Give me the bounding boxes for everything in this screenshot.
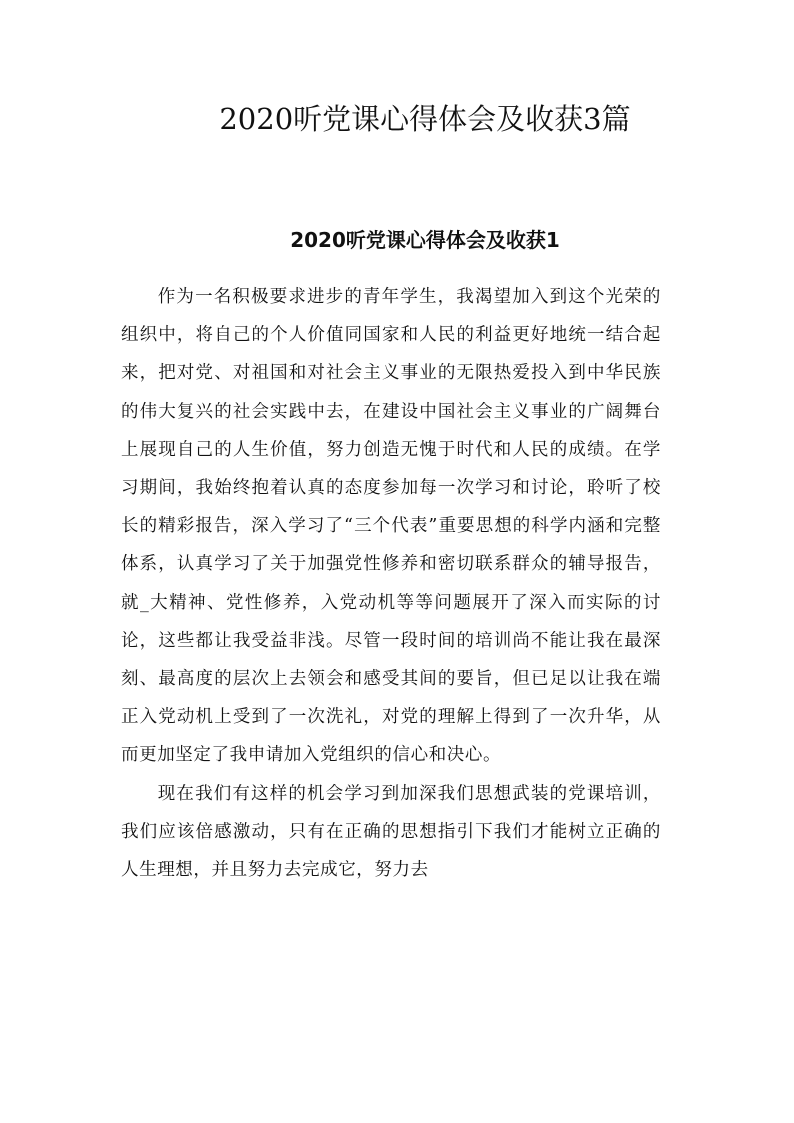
section-heading: 2020听党课心得体会及收获1: [290, 228, 560, 252]
body-paragraph: 作为一名积极要求进步的青年学生，我渴望加入到这个光荣的组织中，将自己的个人价值同国家和人民的利益更好地统一结合起来，把对党、对祖国和对社会主义事业的无限热爱投入到中华民族的伟大复兴的社会实践中去，在建设中国社会主义事业的广阔舞台上展现自己的人生价值，努力创造无愧于时代和人民的成绩。在学习期间，我始终抱着认真的态度参加每一次学习和讨论，聆听了校长的精彩报告，深入学习了“三个代表”重要思想的科学内涵和完整体系，认真学习了关于加强党性修养和密切联系群众的辅导报告，就_大精神、党性修养，入党动机等等问题展开了深入而实际的讨论，这些都让我受益非浅。尽管一段时间的培训尚不能让我在最深刻、最高度的层次上去领会和感受其间的要旨，但已足以让我在端正入党动机上受到了一次洗礼，对党的理解上得到了一次升华，从而更加坚定了我申请加入党组织的信心和决心。: [121, 287, 662, 766]
document-title: 2020听党课心得体会及收获3篇: [219, 102, 631, 136]
body-paragraph: 现在我们有这样的机会学习到加深我们思想武装的党课培训，我们应该倍感激动，只有在正确的思想指引下我们才能树立正确的人生理想，并且努力去完成它，努力去: [121, 783, 661, 881]
document-body: [121, 278, 661, 889]
